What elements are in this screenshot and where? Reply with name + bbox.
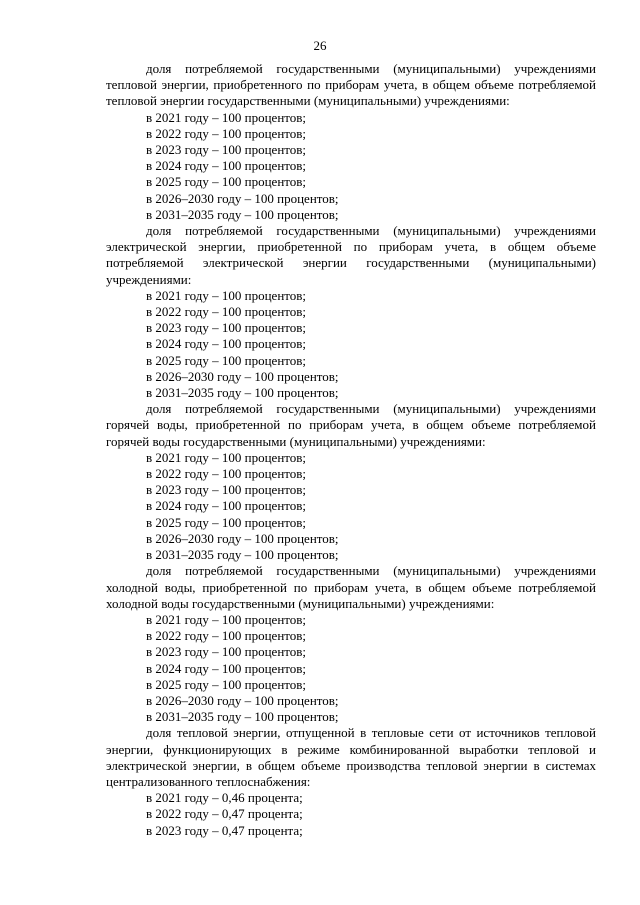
paragraph: доля потребляемой государственными (муниципальными) учреждениями холодной воды, приобретенной по приборам учета, в общем объеме потребляемой холодной воды государственными (муниципальными) учреждениями:: [106, 563, 596, 611]
section-cold-water: [106, 563, 596, 725]
document-body: [106, 61, 596, 839]
list-item: в 2022 году – 100 процентов;: [146, 466, 307, 482]
list-item: в 2031–2035 году – 100 процентов;: [146, 385, 339, 401]
section-heat-energy: [106, 61, 596, 223]
section-cogeneration-heat: [106, 725, 596, 838]
list-item: в 2023 году – 100 процентов;: [146, 482, 307, 498]
list-item: в 2022 году – 100 процентов;: [146, 304, 307, 320]
list-item: в 2024 году – 100 процентов;: [146, 498, 307, 514]
paragraph: доля потребляемой государственными (муниципальными) учреждениями горячей воды, приобретенной по приборам учета, в общем объеме потребляемой горячей воды государственными (муниципальными) учреждениями:: [106, 401, 596, 449]
section-electric-energy: [106, 223, 596, 401]
list-item: в 2025 году – 100 процентов;: [146, 352, 307, 368]
list-item: в 2023 году – 100 процентов;: [146, 644, 307, 660]
list-item: в 2021 году – 100 процентов;: [146, 287, 307, 303]
page-number: 26: [313, 38, 327, 53]
section-hot-water: [106, 401, 596, 563]
list-item: в 2025 году – 100 процентов;: [146, 676, 307, 692]
list-item: в 2023 году – 100 процентов;: [146, 320, 307, 336]
list-item: в 2026–2030 году – 100 процентов;: [146, 692, 339, 708]
list-item: в 2021 году – 0,46 процента;: [146, 790, 303, 806]
list-item: в 2025 году – 100 процентов;: [146, 514, 307, 530]
list-item: в 2021 году – 100 процентов;: [146, 109, 307, 125]
list-item: в 2026–2030 году – 100 процентов;: [146, 530, 339, 546]
list-item: в 2022 году – 0,47 процента;: [146, 806, 303, 822]
paragraph: доля потребляемой государственными (муниципальными) учреждениями электрической энергии, приобретенной по приборам учета, в общем объеме потребляемой электрической энергии государственными (муниципальными) учреждениями:: [106, 223, 596, 287]
list-item: в 2022 году – 100 процентов;: [146, 628, 307, 644]
list-item: в 2026–2030 году – 100 процентов;: [146, 368, 339, 384]
list-item: в 2022 году – 100 процентов;: [146, 125, 307, 141]
list-item: в 2024 году – 100 процентов;: [146, 158, 307, 174]
list-item: в 2024 году – 100 процентов;: [146, 336, 307, 352]
list-item: в 2023 году – 0,47 процента;: [146, 822, 303, 838]
list-item: в 2023 году – 100 процентов;: [146, 142, 307, 158]
list-item: в 2026–2030 году – 100 процентов;: [146, 190, 339, 206]
list-item: в 2031–2035 году – 100 процентов;: [146, 547, 339, 563]
list-item: в 2025 году – 100 процентов;: [146, 174, 307, 190]
paragraph: доля потребляемой государственными (муниципальными) учреждениями тепловой энергии, приобретенного по приборам учета, в общем объеме потребляемой тепловой энергии государственными (муниципальными) учреждениями:: [106, 61, 596, 109]
list-item: в 2021 году – 100 процентов;: [146, 449, 307, 465]
list-item: в 2031–2035 году – 100 процентов;: [146, 206, 339, 222]
list-item: в 2021 году – 100 процентов;: [146, 611, 307, 627]
list-item: в 2024 году – 100 процентов;: [146, 660, 307, 676]
list-item: в 2031–2035 году – 100 процентов;: [146, 709, 339, 725]
paragraph: доля тепловой энергии, отпущенной в тепловые сети от источников тепловой энергии, функционирующих в режиме комбинированной выработки тепловой и электрической энергии, в общем объеме производства тепловой энергии в системах централизованного теплоснабжения:: [106, 725, 596, 789]
